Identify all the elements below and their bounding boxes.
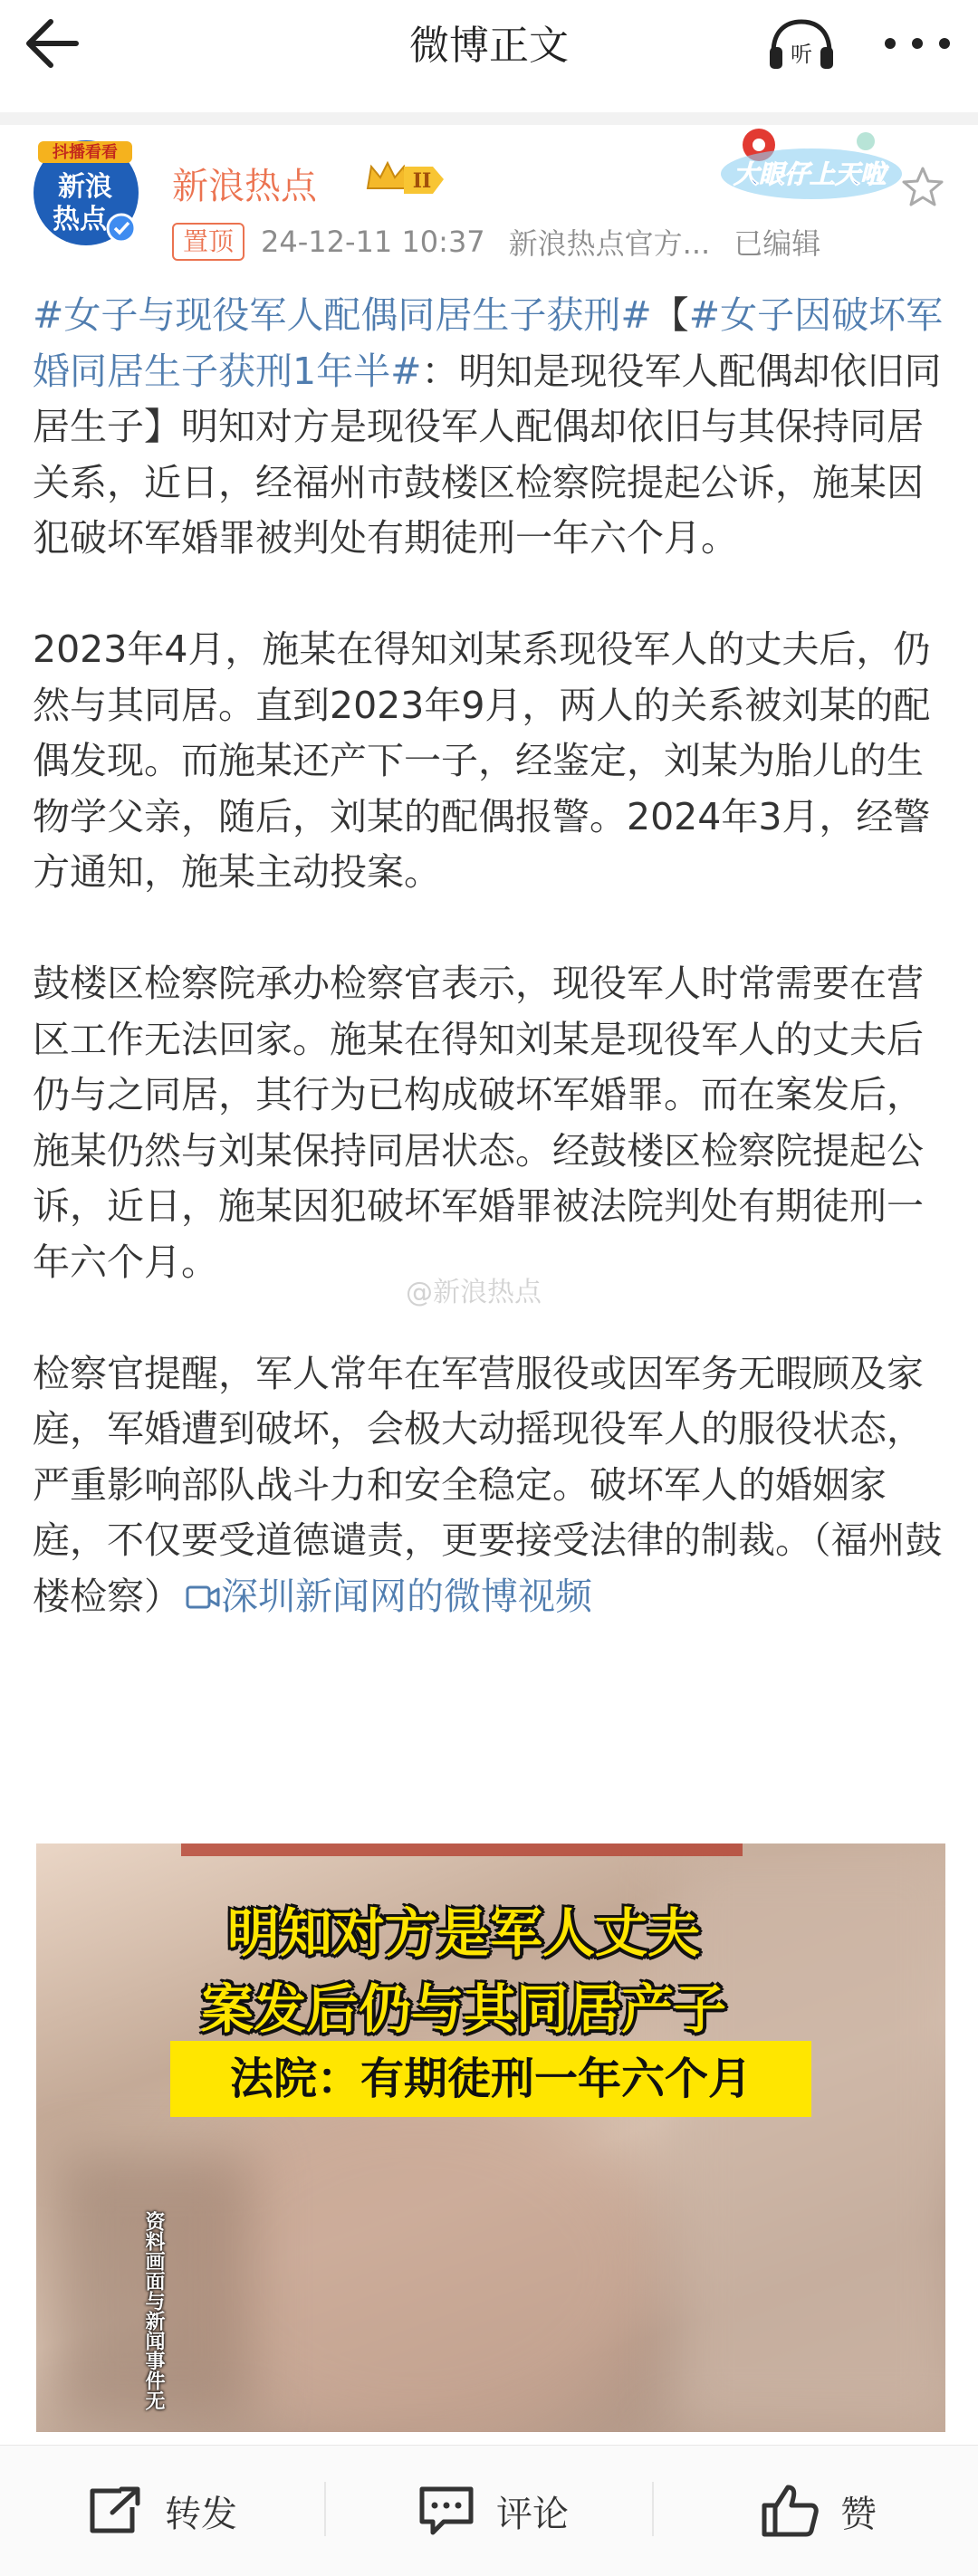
comment-icon xyxy=(417,2484,476,2538)
repost-button[interactable] xyxy=(85,2446,237,2576)
more-options-icon[interactable] xyxy=(877,18,958,69)
comment-button[interactable] xyxy=(417,2446,569,2576)
verified-icon xyxy=(108,215,135,242)
bracket-open: 【 xyxy=(651,293,689,337)
vip-crown-icon[interactable] xyxy=(362,158,449,201)
paragraph-1-text: ：明知是现役军人配偶却依旧同居生子】明知对方是现役军人配偶却依旧与其保持同居关系，近日，经福州市鼓楼区检察院提起公诉，施某因犯破坏军婚罪被判处有期徒刑一年六个月。 xyxy=(33,349,942,560)
video-caption-line-1: 明知对方是军人丈夫 xyxy=(226,1902,700,1964)
post-timestamp: 24-12-11 10:37 xyxy=(261,225,485,259)
avatar-text-bottom: 热点 xyxy=(53,204,107,235)
video-link-text[interactable]: 深圳新闻网的微博视频 xyxy=(221,1574,592,1618)
paragraph-4 xyxy=(33,1346,947,1625)
repost-icon xyxy=(85,2484,145,2538)
video-link[interactable] xyxy=(181,1575,592,1618)
video-caption-line-2: 案发后仍与其同居产子 xyxy=(200,1978,726,2040)
bottom-action-bar xyxy=(0,2445,978,2576)
badge-text: 大眼仔上天啦 xyxy=(733,159,887,189)
post-content xyxy=(33,288,947,1624)
author-name[interactable]: 新浪热点 xyxy=(172,166,317,207)
video-player[interactable] xyxy=(36,1843,945,2432)
video-top-strip xyxy=(181,1843,743,1856)
top-nav-bar xyxy=(0,0,978,87)
avatar-banner: 抖播看看 xyxy=(53,143,118,162)
thumbs-up-icon xyxy=(761,2482,820,2540)
decor-badge[interactable] xyxy=(712,123,904,206)
paragraph-1 xyxy=(33,288,947,567)
page-title: 微博正文 xyxy=(409,23,569,69)
paragraph-3: 鼓楼区检察院承办检察官表示，现役军人时常需要在营区工作无法回家。施某在得知刘某是现役军人的丈夫后仍与之同居，其行为已构成破坏军婚罪。而在案发后，施某仍然与刘某保持同居状态。经鼓楼区检察院提起公诉，近日，施某因犯破坏军婚罪被法院判处有期徒刑一年六个月。 xyxy=(33,962,924,1284)
like-button[interactable] xyxy=(761,2446,877,2576)
like-label: 赞 xyxy=(840,2493,877,2535)
avatar-text-top: 新浪 xyxy=(58,171,112,203)
listen-label: 听 xyxy=(791,42,812,67)
watermark: @新浪热点 xyxy=(406,1277,542,1308)
paragraph-2: 2023年4月，施某在得知刘某系现役军人的丈夫后，仍然与其同居。直到2023年9月，两人的关系被刘某的配偶发现。而施某还产下一子，经鉴定，刘某为胎儿的生物学父亲，随后，刘某的配偶报警。2024年3月，经警方通知，施某主动投案。 xyxy=(33,627,931,894)
favorite-star-icon[interactable] xyxy=(900,165,945,210)
video-link-icon xyxy=(185,1582,221,1613)
author-avatar[interactable] xyxy=(29,136,143,250)
video-verdict-banner: 法院：有期徒刑一年六个月 xyxy=(170,2041,811,2117)
topic-link-1[interactable]: #女子与现役军人配偶同居生子获刑# xyxy=(33,293,652,337)
listen-icon[interactable] xyxy=(766,16,837,72)
vip-level: II xyxy=(412,169,432,193)
repost-label: 转发 xyxy=(165,2493,237,2535)
post-meta xyxy=(172,221,820,263)
paragraph-4-text: 检察官提醒，军人常年在军营服役或因军务无暇顾及家庭，军婚遭到破坏，会极大动摇现役军人的服役状态，严重影响部队战斗力和安全稳定。破坏军人的婚姻家庭，不仅要受道德谴责，更要接受法律的制裁。（福州鼓楼检察） xyxy=(33,1351,943,1618)
video-disclaimer: 资料画面与新闻事件无 xyxy=(142,2211,165,2410)
topic-link-2[interactable]: #女子因破坏军婚同居生子获刑1年半# xyxy=(33,293,944,393)
comment-label: 评论 xyxy=(496,2493,569,2535)
pinned-badge: 置顶 xyxy=(172,223,244,261)
edited-label[interactable]: 已编辑 xyxy=(734,226,821,261)
post-source[interactable]: 新浪热点官方... xyxy=(508,226,711,261)
